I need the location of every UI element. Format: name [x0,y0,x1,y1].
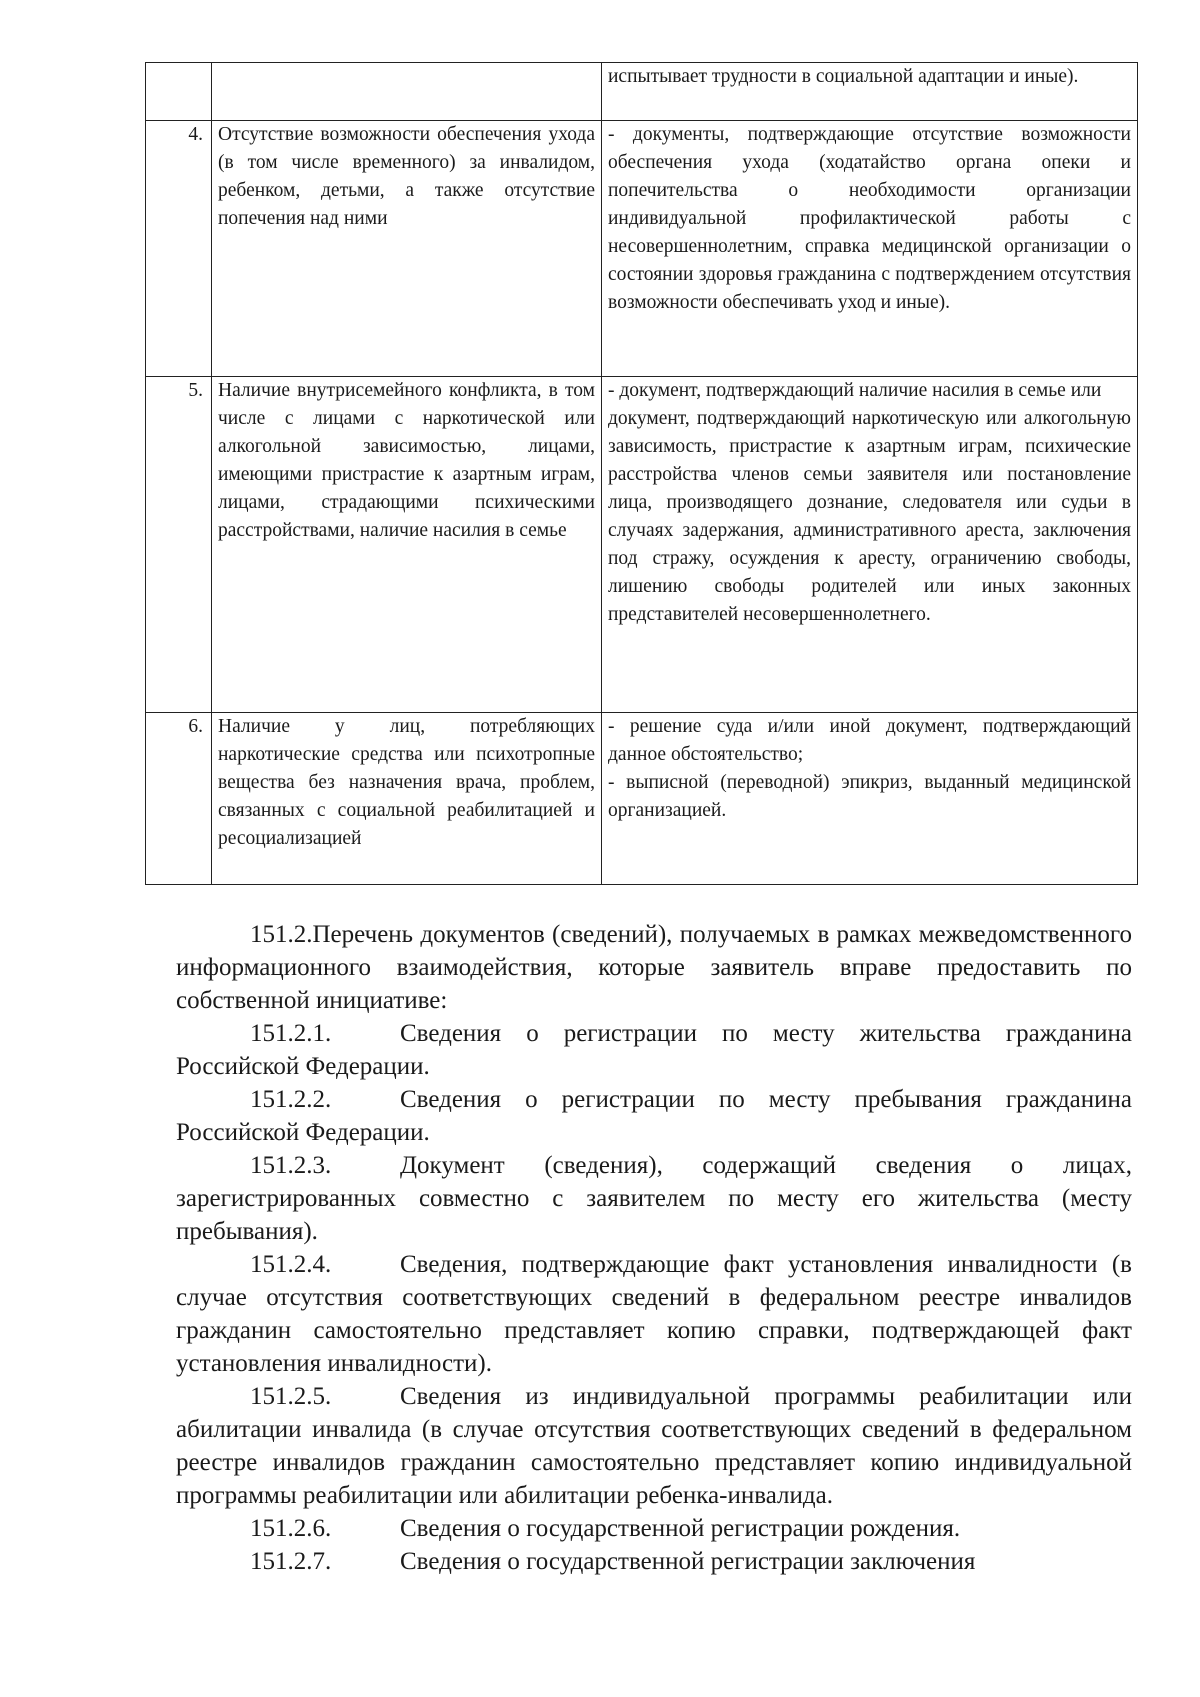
paragraph-number: 151.2.3. [250,1152,332,1179]
paragraph [176,1083,1132,1149]
paragraph-text: Сведения о регистрации по месту жительства гражданина Российской Федерации. [176,1020,1132,1080]
documents-text: испытывает трудности в социальной адаптации и иные). [608,66,1079,87]
paragraph-number: 151.2.1. [250,1020,332,1047]
table-row [146,377,1138,713]
paragraph [176,1380,1132,1512]
table-row [146,63,1138,121]
paragraph-text: Перечень документов (сведений), получаемых в рамках межведомственного информационного взаимодействия, которые заявитель вправе предоставить по собственной инициативе: [176,921,1132,1014]
paragraph-text: Сведения, подтверждающие факт установления инвалидности (в случае отсутствия соответствующих сведений в федеральном реестре инвалидов гражданин самостоятельно представляет копию справки, подтверждающей факт установления инвалидности). [176,1251,1132,1377]
paragraph-number: 151.2.7. [250,1548,332,1575]
row-number [146,63,212,121]
paragraph-text: Документ (сведения), содержащий сведения о лицах, зарегистрированных совместно с заявителем по месту его жительства (месту пребывания). [176,1152,1132,1245]
documents-cell [602,713,1138,885]
paragraph [176,1017,1132,1083]
table-row [146,121,1138,377]
condition-cell [212,63,602,121]
documents-text: - решение суда и/или иной документ, подтверждающий данное обстоятельство; [608,716,1131,765]
documents-text: документ, подтверждающий наркотическую или алкогольную зависимость, пристрастие к азартным играм, психические расстройства членов семьи заявителя или постановление лица, производящего дознание, следователя или судьи в случаях задержания, административного ареста, заключения под стражу, осуждения к аресту, ограничению свободы, лишению свободы родителей или иных законных представителей несовершеннолетнего. [608,408,1131,625]
documents-text: - документы, подтверждающие отсутствие возможности обеспечения ухода (ходатайство органа опеки и попечительства о необходимости организации индивидуальной профилактической работы с несовершеннолетним, справка медицинской организации о состоянии здоровья гражданина с подтверждением отсутствия возможности обеспечивать уход и иные). [608,124,1131,313]
paragraph-number: 151.2.6. [250,1515,332,1542]
documents-text: - выписной (переводной) эпикриз, выданный медицинской организацией. [608,772,1131,821]
paragraph [176,1512,1132,1545]
paragraph [176,918,1132,1017]
paragraph-number: 151.2.2. [250,1086,332,1113]
documents-cell [602,121,1138,377]
row-number: 4. [146,121,212,377]
row-number: 5. [146,377,212,713]
condition-cell: Отсутствие возможности обеспечения ухода (в том числе временного) за инвалидом, ребенком, детьми, а также отсутствие попечения над ними [212,121,602,377]
documents-table [145,62,1138,885]
paragraph [176,1248,1132,1380]
paragraph [176,1149,1132,1248]
paragraph-text: Сведения о государственной регистрации рождения. [400,1515,961,1542]
documents-text: - документ, подтверждающий наличие насилия в семье или [608,380,1102,401]
paragraph-number: 151.2.4. [250,1251,332,1278]
paragraph-number: 151.2.5. [250,1383,332,1410]
paragraph-text: Сведения о государственной регистрации заключения [400,1548,976,1575]
body-text [176,918,1132,1578]
paragraph-number: 151.2. [250,921,313,948]
paragraph-text: Сведения из индивидуальной программы реабилитации или абилитации инвалида (в случае отсутствия соответствующих сведений в федеральном реестре инвалидов гражданин самостоятельно представляет копию индивидуальной программы реабилитации или абилитации ребенка-инвалида. [176,1383,1132,1509]
paragraph-text: Сведения о регистрации по месту пребывания гражданина Российской Федерации. [176,1086,1132,1146]
table-row [146,713,1138,885]
row-number: 6. [146,713,212,885]
condition-cell: Наличие у лиц, потребляющих наркотические средства или психотропные вещества без назначения врача, проблем, связанных с социальной реабилитацией и ресоциализацией [212,713,602,885]
documents-cell [602,63,1138,121]
condition-cell: Наличие внутрисемейного конфликта, в том числе с лицами с наркотической или алкогольной зависимостью, лицами, имеющими пристрастие к азартным играм, лицами, страдающими психическими расстройствами, наличие насилия в семье [212,377,602,713]
documents-cell [602,377,1138,713]
paragraph [176,1545,1132,1578]
